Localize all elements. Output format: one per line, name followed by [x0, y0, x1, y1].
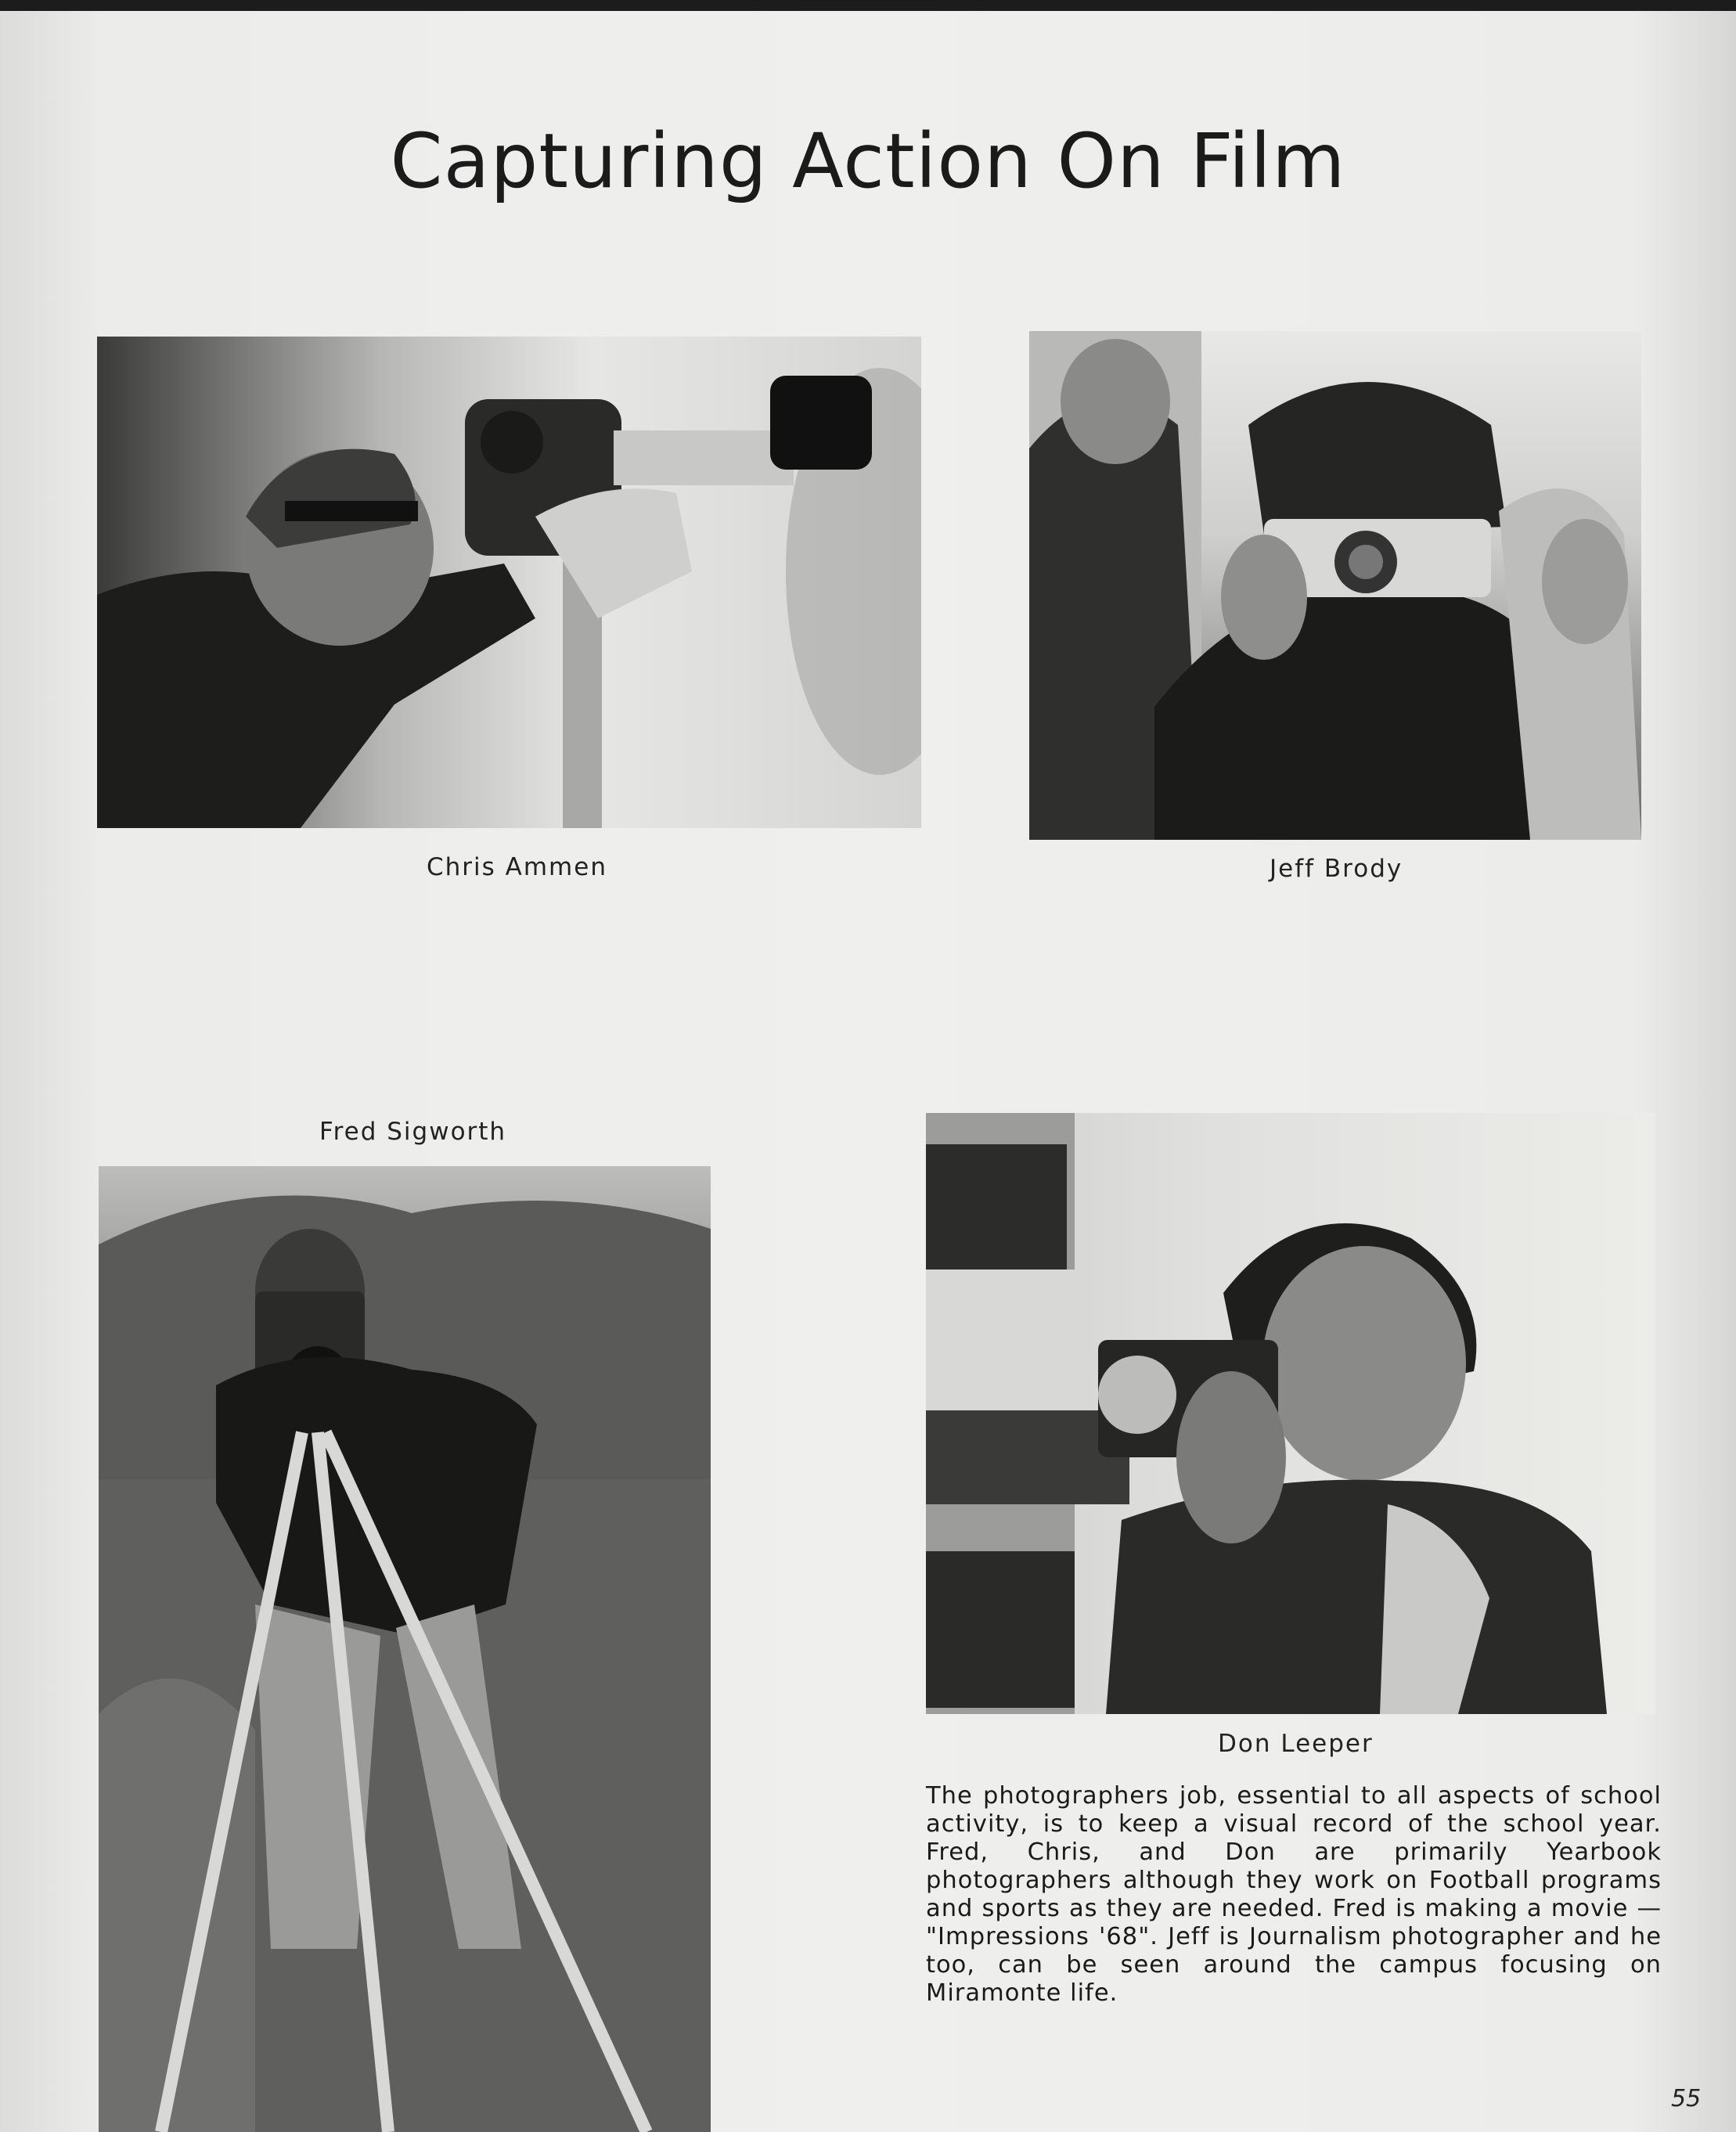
body-paragraph: The photographers job, essential to all aspects of school activity, is to keep a visual record of the school year. Fred, Chris, and Don are primarily Yearbook photographers although they work on Football programs and sports as they are needed. Fred is making a movie — "Impressions '68". Jeff is Journalism photographer and he too, can be seen around the campus focusing on Miramonte life.: [926, 1782, 1662, 2007]
page-top-edge: [0, 0, 1736, 11]
caption-jeff-brody: Jeff Brody: [1270, 855, 1403, 883]
page-number: 55: [1671, 2085, 1702, 2112]
photo-don-leeper: [926, 1113, 1655, 1714]
caption-fred-sigworth: Fred Sigworth: [319, 1118, 507, 1146]
photo-chris-ammen: [97, 337, 921, 828]
caption-don-leeper: Don Leeper: [1218, 1730, 1374, 1758]
page-title: Capturing Action On Film: [390, 117, 1346, 205]
caption-chris-ammen: Chris Ammen: [427, 853, 607, 881]
photo-fred-sigworth: [99, 1166, 711, 2132]
photo-jeff-brody: [1029, 331, 1641, 840]
